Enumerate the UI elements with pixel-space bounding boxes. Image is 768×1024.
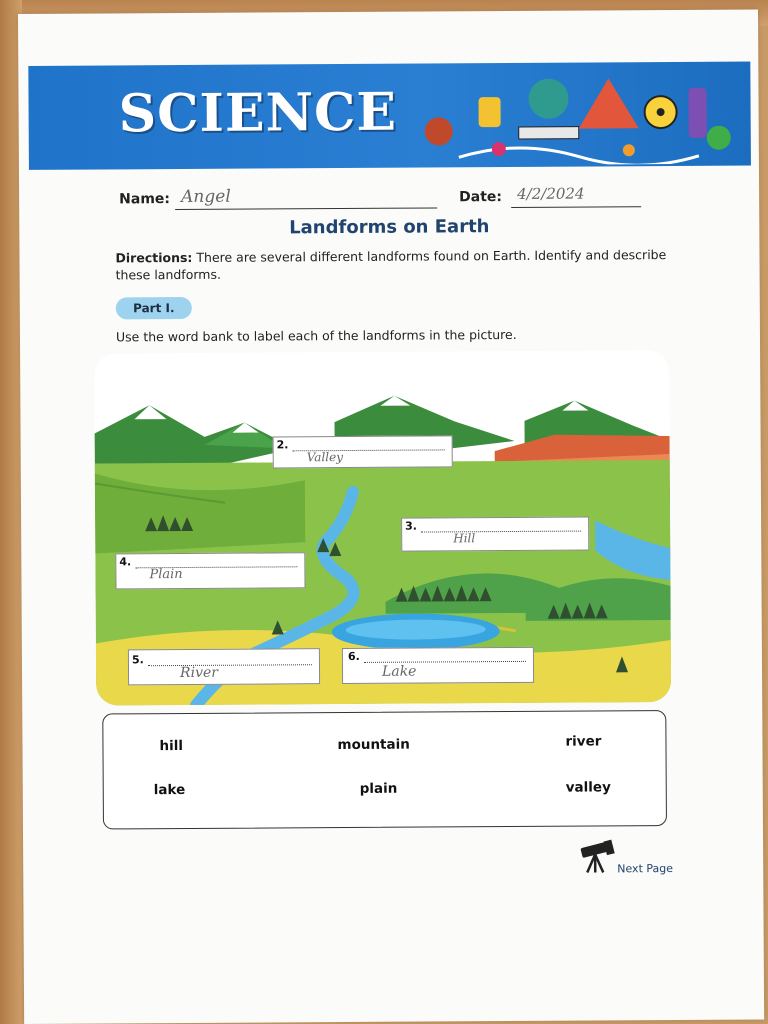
label-3-answer: Hill: [453, 531, 476, 546]
label-5-answer: River: [179, 664, 218, 682]
name-line: [175, 207, 437, 210]
word-bank-item: lake: [153, 781, 186, 799]
word-bank: [102, 710, 667, 829]
directions-label: Directions:: [115, 249, 193, 266]
worksheet-title: Landforms on Earth: [289, 216, 490, 239]
label-4-number: 4.: [119, 555, 132, 569]
date-label: Date:: [459, 189, 503, 206]
label-2-number: 2.: [276, 438, 289, 452]
name-handwritten: Angel: [181, 186, 231, 208]
name-label: Name:: [119, 191, 171, 208]
word-bank-item: valley: [565, 779, 611, 796]
telescope-icon: [575, 838, 619, 874]
banner-title: SCIENCE: [118, 81, 398, 145]
label-5-number: 5.: [131, 653, 144, 667]
label-5-box: [128, 648, 320, 685]
worksheet-page: [18, 9, 764, 1024]
label-4-answer: Plain: [149, 567, 183, 583]
label-2-box: [273, 435, 453, 468]
label-6-answer: Lake: [381, 663, 417, 680]
word-bank-item: hill: [159, 738, 184, 755]
science-doodles-art: [398, 68, 749, 166]
date-line: [511, 206, 641, 208]
instruction-text: Use the word bank to label each of the landforms in the picture.: [115, 326, 517, 345]
date-handwritten: 4/2/2024: [517, 184, 585, 203]
label-6-box: [342, 647, 534, 684]
directions-text: There are several different landforms found on Earth. Identify and describe these landforms.: [115, 247, 667, 283]
word-bank-item: plain: [359, 780, 398, 797]
label-6-number: 6.: [347, 649, 360, 663]
label-3-box: [401, 517, 589, 552]
directions: [115, 246, 675, 283]
label-3-number: 3.: [405, 519, 418, 533]
science-banner: [28, 62, 751, 170]
label-2-answer: Valley: [306, 450, 344, 465]
next-page-link[interactable]: Next Page: [617, 862, 674, 876]
label-4-box: [115, 552, 305, 589]
word-bank-item: river: [565, 733, 602, 750]
word-bank-item: mountain: [337, 736, 410, 754]
part-label: Part I.: [116, 297, 192, 319]
